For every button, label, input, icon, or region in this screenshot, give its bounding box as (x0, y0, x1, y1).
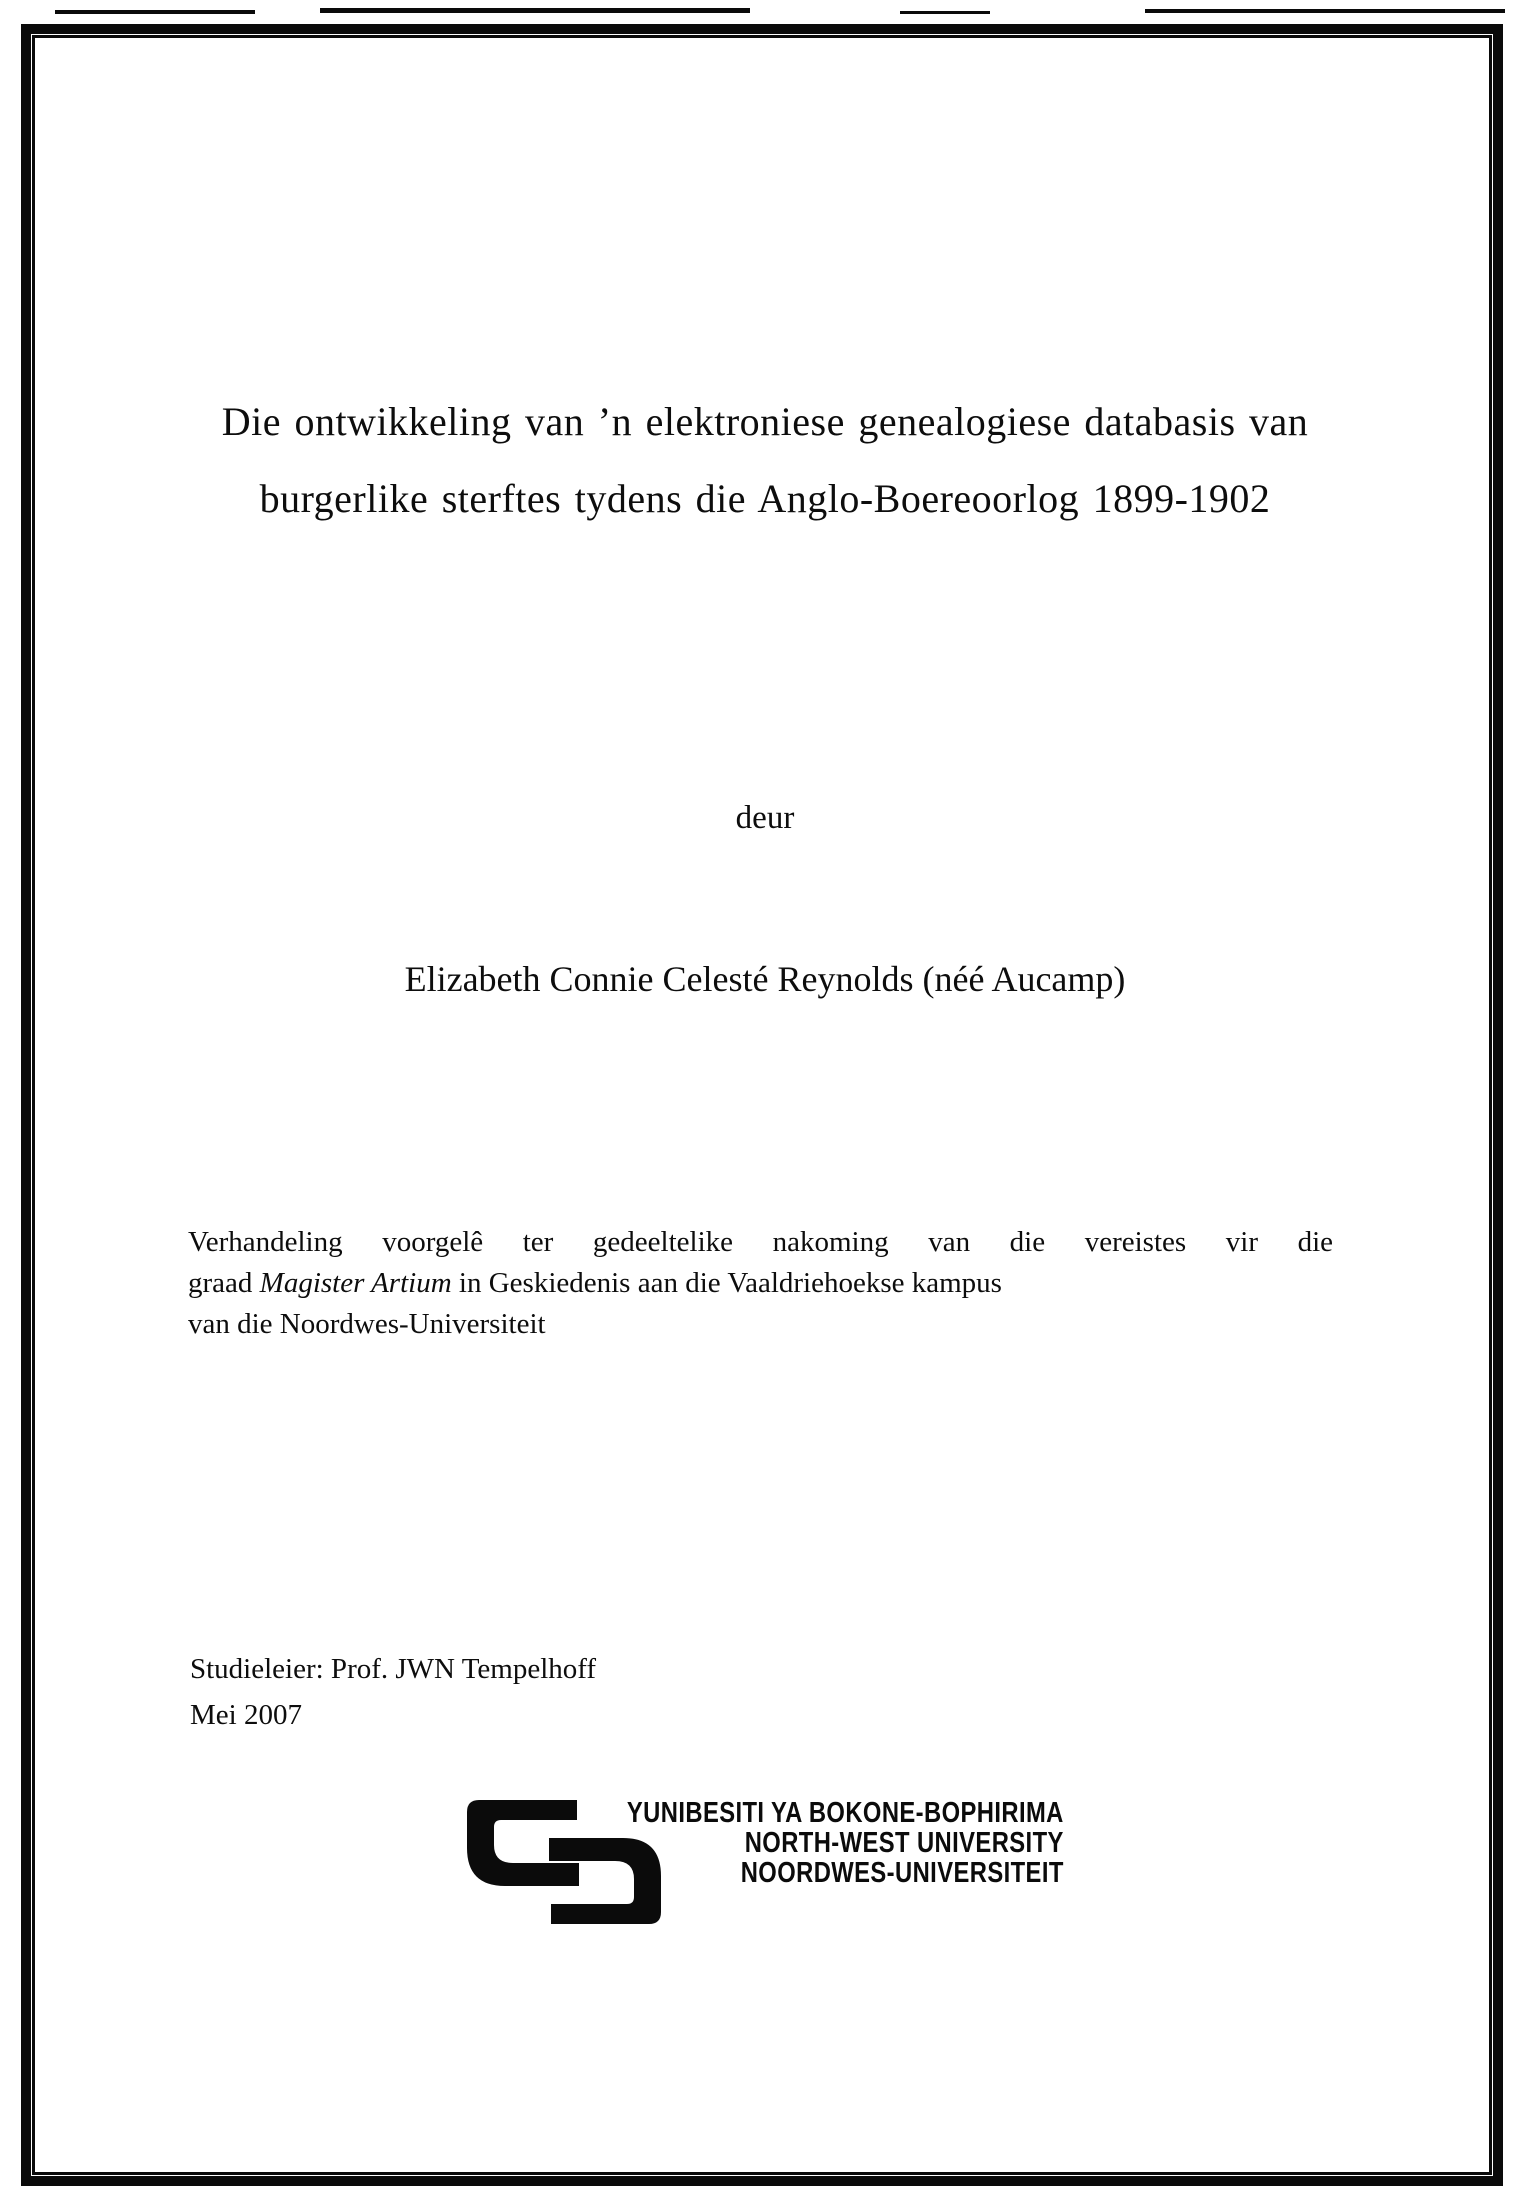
byline-deur: deur (735, 800, 795, 836)
scan-artifact (900, 11, 990, 14)
declaration-line2-post: in Geskiedenis aan die Vaaldriehoekse kampus (451, 1267, 1002, 1299)
author-name: Elizabeth Connie Celesté Reynolds (néé Aucamp) (404, 959, 1126, 999)
nwu-name-english: NORTH-WEST UNIVERSITY (744, 1827, 1064, 1859)
declaration-line2-pre: graad (188, 1267, 260, 1299)
scan-artifact (55, 10, 255, 14)
nwu-logo-wordmark (627, 1798, 1064, 1888)
degree-name-italic: Magister Artium (259, 1267, 452, 1299)
declaration-line3: van die Noordwes-Universiteit (188, 1308, 546, 1340)
thesis-title-line1: Die ontwikkeling van ’n elektroniese genealogiese databasis van (221, 399, 1309, 444)
scan-artifact (1145, 9, 1505, 13)
declaration-line2 (188, 1263, 1333, 1304)
supervisor-block (190, 1646, 1090, 1738)
degree-declaration (188, 1222, 1333, 1345)
supervisor-line: Studieleier: Prof. JWN Tempelhoff (190, 1653, 597, 1685)
scan-artifact (320, 8, 750, 13)
declaration-line1: Verhandeling voorgelê ter gedeeltelike nakoming van die vereistes vir die (188, 1226, 1333, 1258)
thesis-title-line2: burgerlike sterftes tydens die Anglo-Boereoorlog 1899-1902 (259, 476, 1271, 521)
nwu-name-afrikaans: NOORDWES-UNIVERSITEIT (740, 1857, 1064, 1889)
nwu-name-setswana: YUNIBESITI YA BOKONE-BOPHIRIMA (627, 1797, 1064, 1829)
date-line: Mei 2007 (190, 1699, 302, 1731)
